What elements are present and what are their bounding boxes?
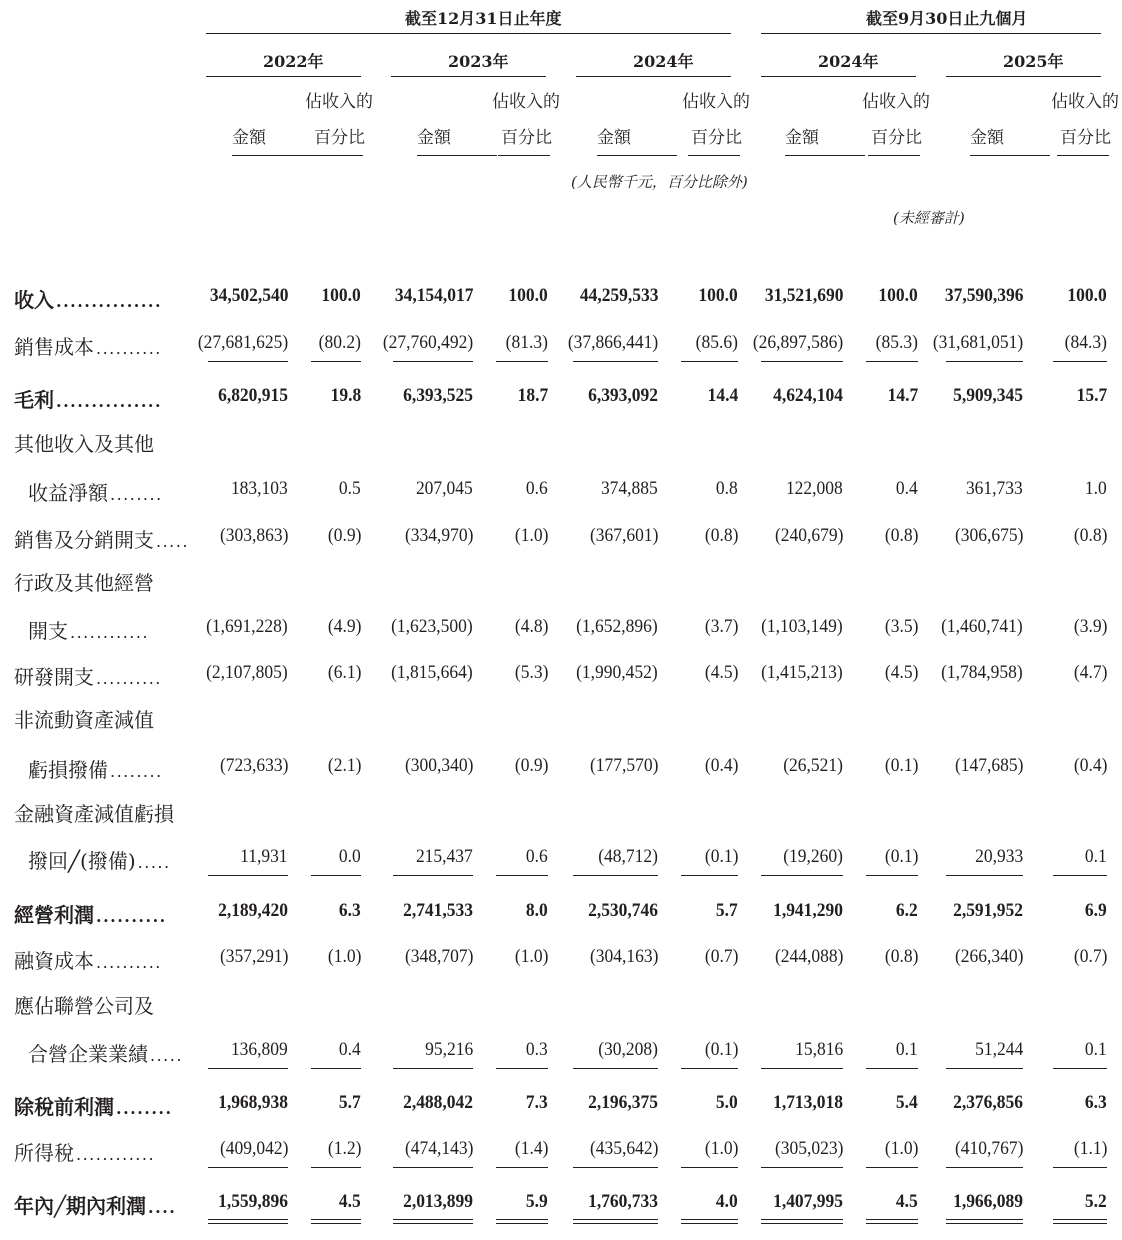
row-leader-dots: ..... [156, 532, 189, 551]
row-label-text: 收入 [14, 288, 54, 312]
pct-cell: (80.2) [318, 332, 361, 353]
amount-cell: (177,570) [589, 755, 658, 776]
pct-cell: 14.7 [887, 385, 918, 406]
cell-double-underline [946, 1219, 1023, 1224]
period-header-year: 截至12月31日止年度 [405, 9, 562, 28]
row-label-text: 研發開支 [14, 665, 94, 689]
amount-cell: (1,815,664) [391, 662, 473, 683]
pct-cell: 0.1 [1085, 846, 1107, 867]
amount-cell: 183,103 [231, 478, 288, 499]
amount-cell: 136,809 [231, 1039, 288, 1060]
amount-cell: 2,591,952 [953, 900, 1023, 921]
row-label [28, 754, 163, 783]
cell-underline [208, 875, 288, 876]
pct-cell: 6.3 [339, 900, 361, 921]
row-label-text: 所得稅 [14, 1141, 74, 1165]
pct-cell: 4.5 [896, 1191, 918, 1212]
pct-cell: (0.8) [704, 525, 738, 546]
amount-cell: (1,691,228) [206, 616, 288, 637]
pct-cell: (1.0) [327, 946, 361, 967]
amount-cell: 44,259,533 [579, 285, 658, 306]
pct-cell: (0.7) [704, 946, 738, 967]
pct-cell: 0.8 [716, 478, 738, 499]
amount-cell: (305,023) [774, 1138, 843, 1159]
amount-cell: (306,675) [954, 525, 1023, 546]
cell-double-underline [1053, 1219, 1107, 1224]
row-label [14, 945, 162, 974]
row-label [14, 524, 189, 553]
pct-header-rule [868, 155, 920, 156]
cell-underline [681, 361, 738, 362]
pct-cell: 5.9 [526, 1191, 548, 1212]
row-label [28, 1038, 183, 1067]
cell-underline [208, 361, 288, 362]
row-leader-dots: .... [148, 1198, 177, 1217]
amount-cell: 31,521,690 [764, 285, 843, 306]
amount-column-header: 金額 [970, 128, 1004, 148]
pct-cell: 0.4 [896, 478, 918, 499]
amount-cell: 1,968,938 [218, 1092, 288, 1113]
amount-cell: 5,909,345 [953, 385, 1023, 406]
pct-cell: 7.3 [526, 1092, 548, 1113]
pct-cell: (5.3) [514, 662, 548, 683]
amount-cell: 4,624,104 [773, 385, 843, 406]
row-label [28, 615, 149, 644]
row-leader-dots: ........ [110, 762, 163, 781]
pct-cell: (1.0) [884, 1138, 918, 1159]
row-label [14, 567, 154, 596]
amount-cell: 34,154,017 [394, 285, 473, 306]
cell-underline [496, 361, 548, 362]
cell-underline [311, 1167, 361, 1168]
row-label [14, 428, 154, 457]
pct-cell: 0.5 [339, 478, 361, 499]
row-leader-dots: ..... [150, 1046, 183, 1065]
pct-cell: (3.7) [704, 616, 738, 637]
amount-cell: 11,931 [240, 846, 288, 867]
pct-cell: 4.5 [339, 1191, 361, 1212]
row-label-text: 開支 [28, 619, 68, 643]
row-label-text: 行政及其他經營 [14, 571, 154, 595]
pct-cell: 8.0 [526, 900, 548, 921]
cell-underline [761, 1167, 843, 1168]
cell-underline [496, 1068, 548, 1069]
pct-column-header-line2: 百分比 [314, 128, 365, 148]
amount-cell: (266,340) [954, 946, 1023, 967]
amount-cell: 15,816 [794, 1039, 843, 1060]
amount-cell: 1,941,290 [773, 900, 843, 921]
amount-cell: (30,208) [598, 1039, 658, 1060]
row-leader-dots: ............... [56, 392, 163, 411]
row-label [28, 477, 163, 506]
amount-cell: 207,045 [416, 478, 473, 499]
pct-cell: (0.1) [704, 846, 738, 867]
cell-underline [208, 1068, 288, 1069]
pct-cell: 0.6 [526, 846, 548, 867]
row-label-text: 除稅前利潤 [14, 1095, 114, 1119]
row-label-text: 經營利潤 [14, 903, 94, 927]
amount-cell: (1,784,958) [941, 662, 1023, 683]
cell-underline [761, 1068, 843, 1069]
row-label [14, 899, 167, 928]
pct-cell: 0.0 [339, 846, 361, 867]
cell-underline [1053, 361, 1107, 362]
pct-cell: 5.7 [339, 1092, 361, 1113]
period-header-nine-months: 截至9月30日止九個月 [866, 9, 1028, 28]
row-label [14, 331, 162, 360]
row-label [14, 704, 154, 733]
amount-cell: (244,088) [774, 946, 843, 967]
row-leader-dots: ............ [70, 623, 150, 642]
pct-column-header-line1: 佔收入的 [682, 92, 750, 112]
row-label-text: 虧損撥備 [28, 758, 108, 782]
year-rule-2025 [946, 76, 1101, 77]
row-leader-dots: ............ [76, 1145, 156, 1164]
amount-cell: (1,652,896) [576, 616, 658, 637]
amount-column-header: 金額 [785, 128, 819, 148]
row-label-text: 銷售成本 [14, 335, 94, 359]
pct-column-header-line2: 百分比 [871, 128, 922, 148]
pct-cell: (85.3) [875, 332, 918, 353]
amount-header-rule [232, 155, 312, 156]
amount-cell: 20,933 [974, 846, 1023, 867]
row-label-text: 應佔聯營公司及 [14, 994, 154, 1018]
cell-double-underline [208, 1219, 288, 1224]
pct-cell: 5.2 [1085, 1191, 1107, 1212]
cell-underline [866, 361, 918, 362]
pct-cell: 100.0 [321, 285, 361, 306]
row-label-text: 合營企業業績 [28, 1042, 148, 1066]
amount-cell: 95,216 [424, 1039, 473, 1060]
pct-cell: (4.7) [1073, 662, 1107, 683]
row-label-text: 其他收入及其他 [14, 432, 154, 456]
cell-underline [496, 875, 548, 876]
pct-column-header-line2: 百分比 [501, 128, 552, 148]
row-label [14, 990, 154, 1019]
amount-cell: 34,502,540 [209, 285, 288, 306]
amount-cell: 1,407,995 [773, 1191, 843, 1212]
amount-cell: (304,163) [589, 946, 658, 967]
cell-underline [681, 1167, 738, 1168]
cell-double-underline [496, 1219, 548, 1224]
pct-cell: 19.8 [330, 385, 361, 406]
cell-underline [208, 1167, 288, 1168]
pct-cell: (0.4) [704, 755, 738, 776]
amount-cell: (26,897,586) [752, 332, 843, 353]
cell-underline [866, 1167, 918, 1168]
pct-cell: (0.1) [704, 1039, 738, 1060]
amount-cell: 37,590,396 [944, 285, 1023, 306]
amount-cell: 6,393,525 [403, 385, 473, 406]
row-label [14, 798, 174, 827]
row-label [28, 845, 171, 874]
pct-cell: 5.7 [716, 900, 738, 921]
amount-cell: 6,393,092 [588, 385, 658, 406]
cell-underline [946, 875, 1023, 876]
cell-underline [1053, 875, 1107, 876]
amount-cell: 2,376,856 [953, 1092, 1023, 1113]
row-label [14, 384, 162, 413]
row-leader-dots: ........ [116, 1099, 173, 1118]
row-leader-dots: ..... [137, 853, 171, 872]
pct-cell: (0.8) [1073, 525, 1107, 546]
cell-underline [946, 1167, 1023, 1168]
pct-cell: (3.9) [1073, 616, 1107, 637]
pct-header-rule [1057, 155, 1109, 156]
amount-cell: (303,863) [219, 525, 288, 546]
pct-cell: (81.3) [505, 332, 548, 353]
cell-underline [311, 1068, 361, 1069]
pct-cell: 5.0 [716, 1092, 738, 1113]
cell-underline [946, 1068, 1023, 1069]
pct-cell: 100.0 [508, 285, 548, 306]
year-rule-2022 [206, 76, 361, 77]
cell-underline [393, 1167, 473, 1168]
pct-header-rule [688, 155, 740, 156]
cell-underline [393, 875, 473, 876]
pct-column-header-line1: 佔收入的 [862, 92, 930, 112]
pct-cell: (4.8) [514, 616, 548, 637]
row-label-text: 銷售及分銷開支 [14, 528, 154, 552]
pct-cell: 1.0 [1085, 478, 1107, 499]
pct-column-header-line1: 佔收入的 [1051, 92, 1119, 112]
amount-cell: 2,196,375 [588, 1092, 658, 1113]
amount-cell: 1,559,896 [218, 1191, 288, 1212]
pct-cell: 6.3 [1085, 1092, 1107, 1113]
year-rule-2024-nine-months [761, 76, 916, 77]
cell-underline [1053, 1167, 1107, 1168]
pct-cell: (0.9) [514, 755, 548, 776]
pct-cell: (4.5) [884, 662, 918, 683]
pct-column-header-line1: 佔收入的 [305, 92, 373, 112]
pct-cell: 100.0 [1067, 285, 1107, 306]
pct-cell: 6.9 [1085, 900, 1107, 921]
amount-column-header: 金額 [597, 128, 631, 148]
row-label [14, 284, 162, 313]
amount-cell: (348,707) [404, 946, 473, 967]
year-header-2023: 2023年 [448, 52, 509, 71]
row-label [14, 1137, 155, 1166]
pct-cell: (2.1) [327, 755, 361, 776]
cell-double-underline [393, 1219, 473, 1224]
amount-header-rule [785, 155, 865, 156]
amount-cell: 2,189,420 [218, 900, 288, 921]
row-leader-dots: .......... [96, 669, 162, 688]
amount-cell: (357,291) [219, 946, 288, 967]
cell-underline [573, 1167, 658, 1168]
amount-cell: (2,107,805) [206, 662, 288, 683]
amount-cell: 51,244 [974, 1039, 1023, 1060]
row-leader-dots: ........ [110, 485, 163, 504]
amount-cell: 361,733 [966, 478, 1023, 499]
pct-cell: (85.6) [695, 332, 738, 353]
amount-cell: 2,530,746 [588, 900, 658, 921]
row-leader-dots: ............... [56, 292, 163, 311]
cell-underline [866, 1068, 918, 1069]
pct-cell: (1.0) [514, 946, 548, 967]
amount-header-rule [970, 155, 1050, 156]
pct-cell: 0.3 [526, 1039, 548, 1060]
amount-cell: (1,460,741) [941, 616, 1023, 637]
cell-double-underline [866, 1219, 918, 1224]
pct-cell: (0.4) [1073, 755, 1107, 776]
amount-cell: (26,521) [783, 755, 843, 776]
year-header-2022: 2022年 [263, 52, 324, 71]
pct-cell: 100.0 [698, 285, 738, 306]
cell-underline [761, 361, 843, 362]
row-label-text: 融資成本 [14, 949, 94, 973]
amount-column-header: 金額 [232, 128, 266, 148]
pct-cell: 4.0 [716, 1191, 738, 1212]
pct-header-rule [498, 155, 550, 156]
amount-cell: (300,340) [404, 755, 473, 776]
amount-cell: (474,143) [404, 1138, 473, 1159]
pct-cell: 0.1 [1085, 1039, 1107, 1060]
row-label-text: 非流動資產減值 [14, 708, 154, 732]
amount-cell: (37,866,441) [567, 332, 658, 353]
amount-cell: (367,601) [589, 525, 658, 546]
pct-cell: (0.1) [884, 846, 918, 867]
row-leader-dots: .......... [96, 907, 167, 926]
row-label-text: 金融資產減值虧損 [14, 802, 174, 826]
cell-underline [573, 1068, 658, 1069]
row-label [14, 661, 162, 690]
year-rule-2023 [391, 76, 546, 77]
amount-cell: 1,966,089 [953, 1191, 1023, 1212]
row-label-text: 撥回╱(撥備) [28, 849, 136, 873]
amount-cell: (1,623,500) [391, 616, 473, 637]
pct-cell: 100.0 [878, 285, 918, 306]
amount-cell: (27,681,625) [197, 332, 288, 353]
amount-cell: (31,681,051) [932, 332, 1023, 353]
amount-cell: 2,488,042 [403, 1092, 473, 1113]
pct-cell: (0.8) [884, 525, 918, 546]
amount-cell: 374,885 [601, 478, 658, 499]
year-header-2025: 2025年 [1003, 52, 1064, 71]
cell-double-underline [311, 1219, 361, 1224]
cell-double-underline [681, 1219, 738, 1224]
pct-cell: 5.4 [896, 1092, 918, 1113]
amount-cell: (435,642) [589, 1138, 658, 1159]
pct-cell: (1.4) [514, 1138, 548, 1159]
pct-column-header-line2: 百分比 [1060, 128, 1111, 148]
amount-cell: 2,741,533 [403, 900, 473, 921]
amount-cell: 6,820,915 [218, 385, 288, 406]
pct-cell: (3.5) [884, 616, 918, 637]
pct-cell: (0.7) [1073, 946, 1107, 967]
unaudited-note: (未經審計) [893, 209, 965, 227]
pct-cell: (0.9) [327, 525, 361, 546]
cell-underline [681, 875, 738, 876]
cell-underline [866, 875, 918, 876]
cell-underline [946, 361, 1023, 362]
pct-cell: (0.8) [884, 946, 918, 967]
pct-cell: (1.0) [704, 1138, 738, 1159]
pct-cell: (1.0) [514, 525, 548, 546]
amount-cell: 1,760,733 [588, 1191, 658, 1212]
row-leader-dots: .......... [96, 339, 162, 358]
pct-header-rule [311, 155, 363, 156]
cell-underline [681, 1068, 738, 1069]
cell-underline [573, 875, 658, 876]
pct-cell: (0.1) [884, 755, 918, 776]
amount-cell: (1,415,213) [761, 662, 843, 683]
cell-underline [573, 361, 658, 362]
amount-cell: 1,713,018 [773, 1092, 843, 1113]
amount-cell: (723,633) [219, 755, 288, 776]
amount-cell: 215,437 [416, 846, 473, 867]
row-label [14, 1091, 173, 1120]
pct-cell: (84.3) [1064, 332, 1107, 353]
cell-double-underline [573, 1219, 658, 1224]
pct-cell: 15.7 [1076, 385, 1107, 406]
amount-header-rule [417, 155, 497, 156]
cell-underline [761, 875, 843, 876]
pct-column-header-line1: 佔收入的 [492, 92, 560, 112]
amount-cell: 122,008 [786, 478, 843, 499]
cell-underline [393, 1068, 473, 1069]
cell-underline [311, 361, 361, 362]
row-leader-dots: .......... [96, 953, 162, 972]
cell-underline [1053, 1068, 1107, 1069]
cell-underline [393, 361, 473, 362]
period-rule-year [206, 33, 731, 34]
amount-cell: 2,013,899 [403, 1191, 473, 1212]
amount-cell: (27,760,492) [382, 332, 473, 353]
pct-column-header-line2: 百分比 [691, 128, 742, 148]
amount-column-header: 金額 [417, 128, 451, 148]
pct-cell: (6.1) [327, 662, 361, 683]
amount-cell: (409,042) [219, 1138, 288, 1159]
pct-cell: (1.2) [327, 1138, 361, 1159]
cell-double-underline [761, 1219, 843, 1224]
amount-cell: (147,685) [954, 755, 1023, 776]
cell-underline [496, 1167, 548, 1168]
row-label-text: 收益淨額 [28, 481, 108, 505]
pct-cell: 0.4 [339, 1039, 361, 1060]
amount-cell: (334,970) [404, 525, 473, 546]
amount-cell: (240,679) [774, 525, 843, 546]
row-label [14, 1190, 176, 1219]
row-label-text: 年內╱期內利潤 [14, 1194, 147, 1218]
amount-cell: (19,260) [783, 846, 843, 867]
period-rule-nine-months [761, 33, 1101, 34]
row-label-text: 毛利 [14, 388, 54, 412]
pct-cell: (1.1) [1073, 1138, 1107, 1159]
pct-cell: 0.6 [526, 478, 548, 499]
amount-cell: (1,103,149) [761, 616, 843, 637]
pct-cell: 18.7 [517, 385, 548, 406]
amount-header-rule [597, 155, 677, 156]
amount-cell: (410,767) [954, 1138, 1023, 1159]
amount-cell: (48,712) [598, 846, 658, 867]
year-header-2024: 2024年 [633, 52, 694, 71]
pct-cell: 14.4 [707, 385, 738, 406]
pct-cell: 0.1 [896, 1039, 918, 1060]
pct-cell: 6.2 [896, 900, 918, 921]
amount-cell: (1,990,452) [576, 662, 658, 683]
unit-note: (人民幣千元，百分比除外) [571, 173, 748, 191]
year-rule-2024 [576, 76, 731, 77]
cell-underline [311, 875, 361, 876]
pct-cell: (4.9) [327, 616, 361, 637]
pct-cell: (4.5) [704, 662, 738, 683]
year-header-2024-nine-months: 2024年 [818, 52, 879, 71]
